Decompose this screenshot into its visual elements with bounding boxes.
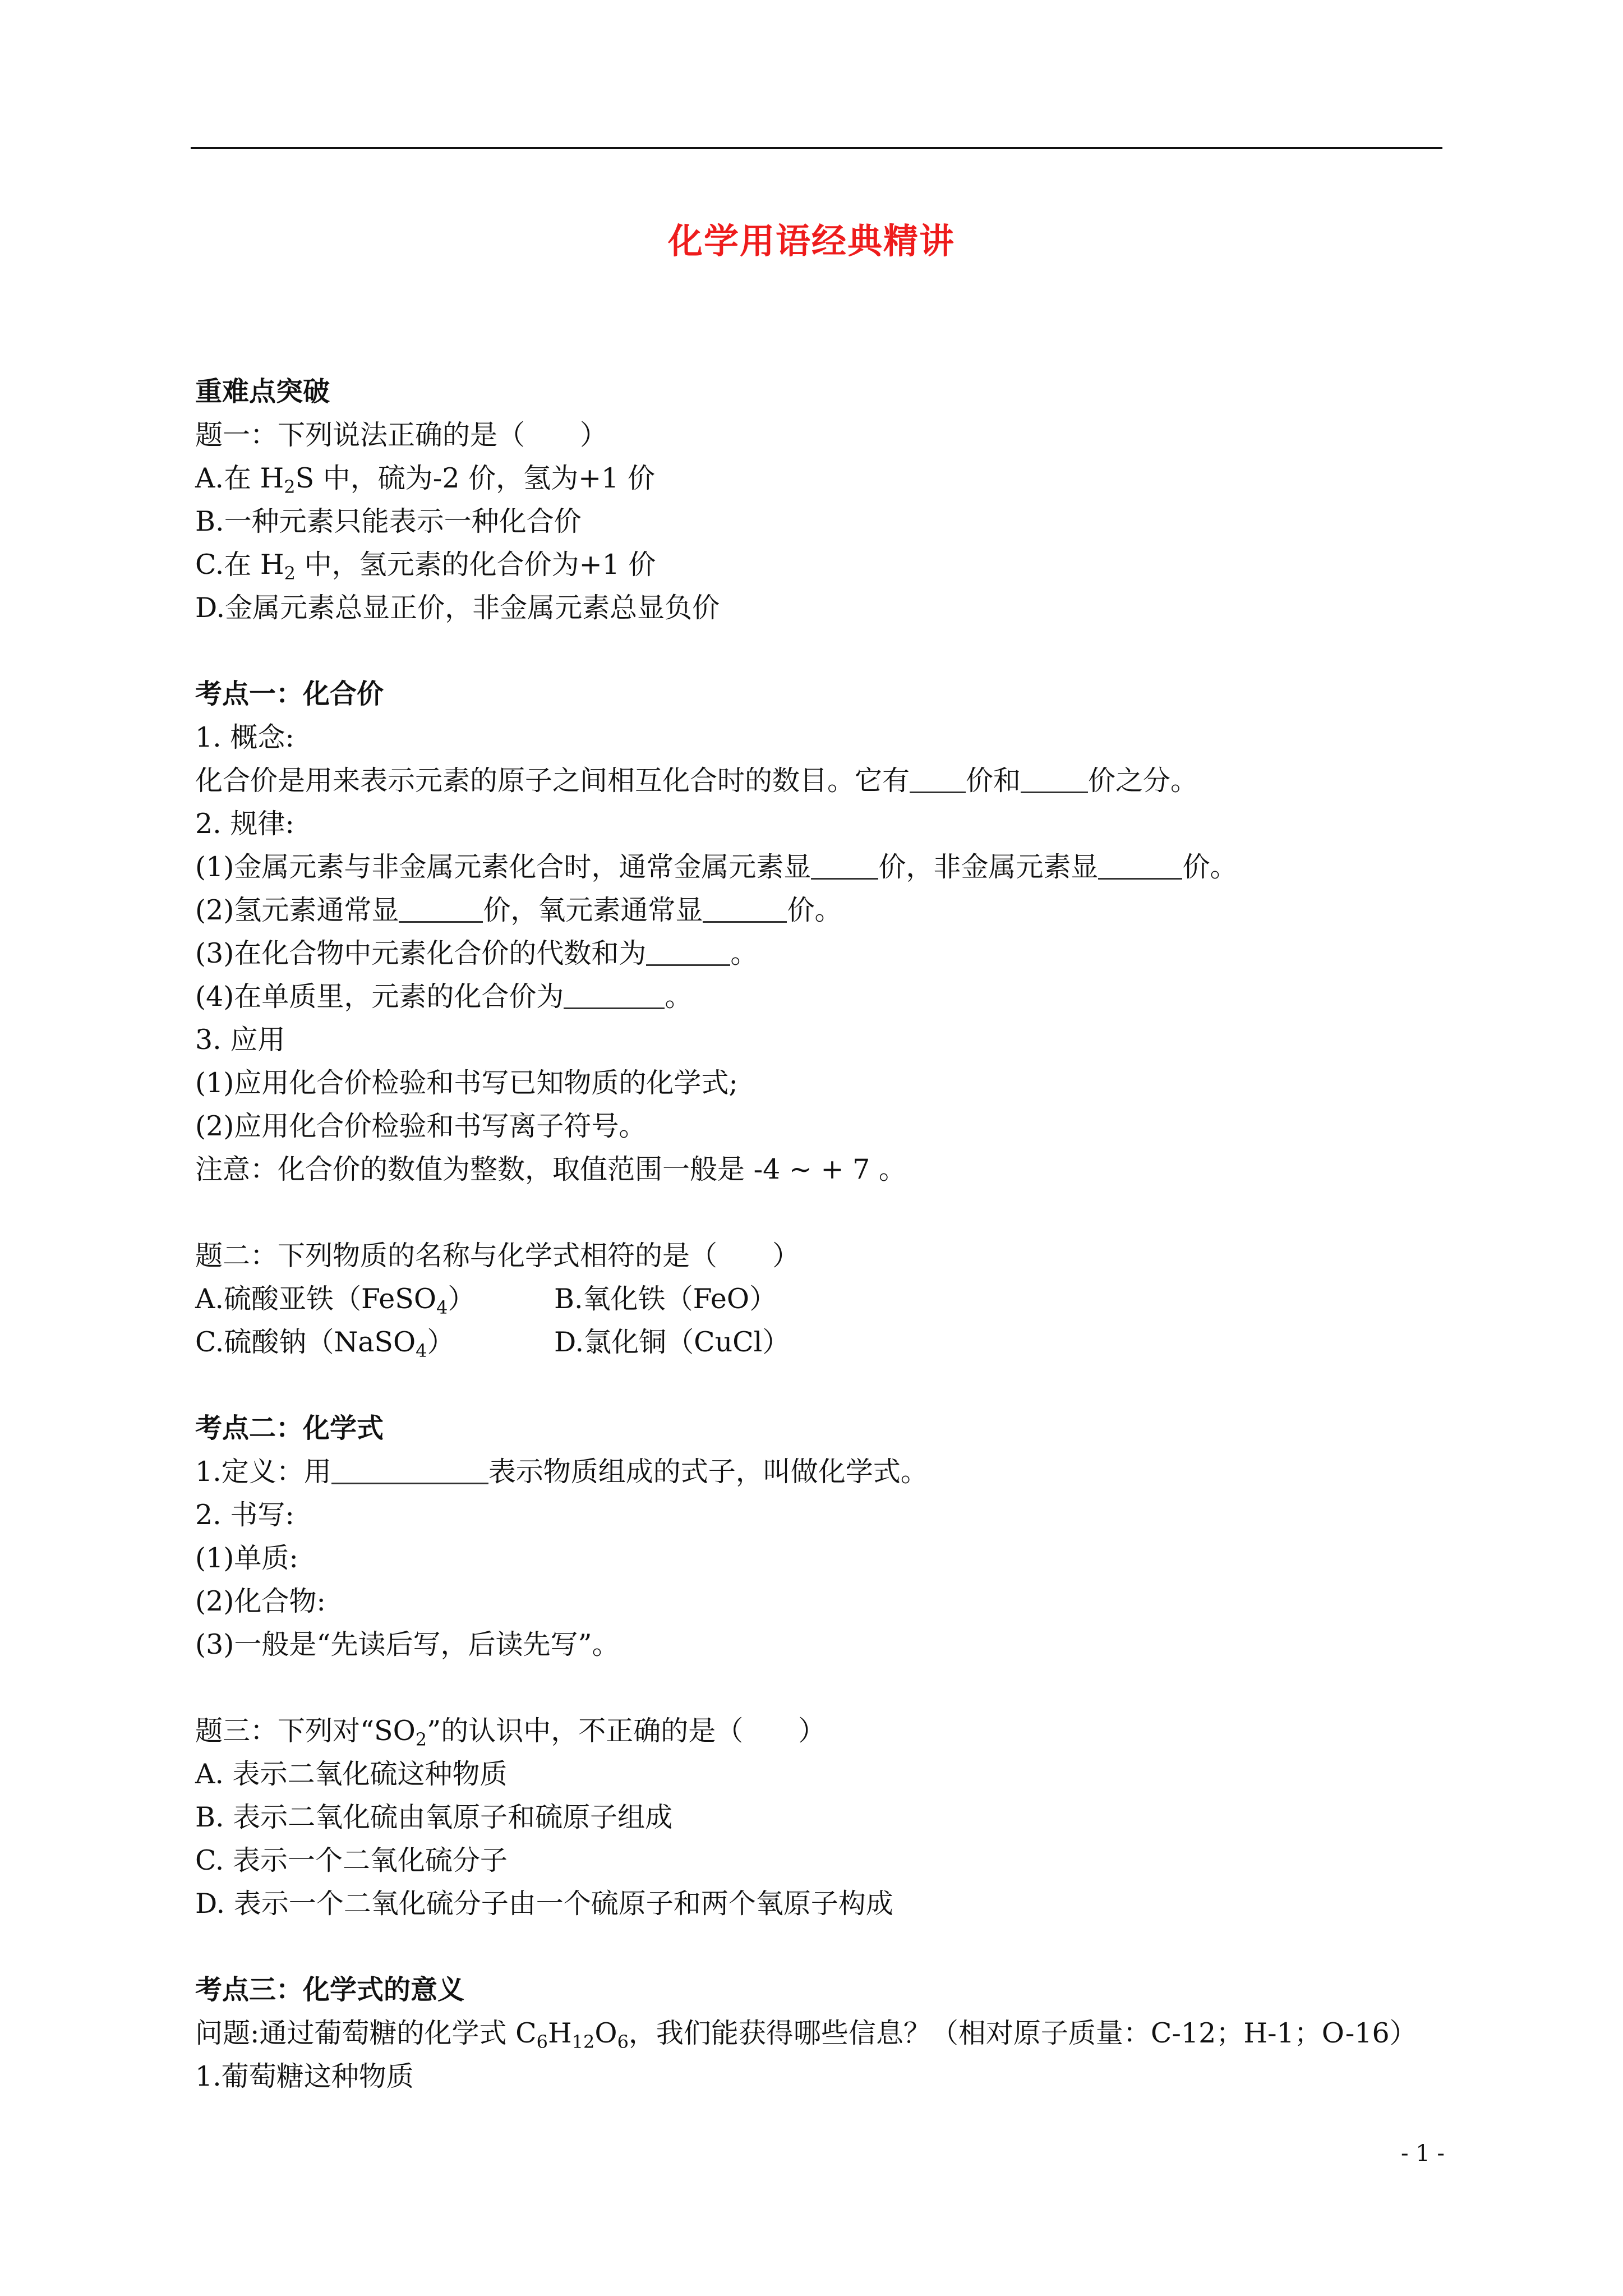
q2-option-c: C.硫酸钠（NaSO$_4$） (195, 1326, 455, 1361)
k2-write-2: (2)化合物: (195, 1585, 326, 1617)
section-heading-breakthrough: 重难点突破 (195, 376, 330, 407)
q2-options-row-1 (195, 1277, 1446, 1320)
q2-options-row-2 (195, 1320, 1446, 1364)
k3-question: 问题:通过葡萄糖的化学式 $C_6H_{12}O_6$，我们能获得哪些信息？（相对原子质量：C-12；H-1；O-16） (195, 2017, 1417, 2053)
q2-stem: 题二：下列物质的名称与化学式相符的是（ ） (195, 1240, 800, 1272)
q3-option-c: C. 表示一个二氧化硫分子 (195, 1844, 508, 1876)
k2-definition: 1.定义：用 表示物质组成的式子，叫做化学式。 (195, 1450, 1446, 1493)
blank[interactable] (399, 892, 483, 923)
blank[interactable] (703, 892, 787, 923)
q2-option-d: D.氯化铜（CuCl） (554, 1326, 790, 1358)
page-number: - 1 - (1401, 2141, 1445, 2166)
q3-stem: 题三：下列对“$SO_2$”的认识中，不正确的是（ ） (195, 1715, 826, 1750)
k1-application-1: (1)应用化合价检验和书写已知物质的化学式; (195, 1067, 738, 1099)
q1-option-a: A.在 $H_2S$ 中，硫为-2 价，氢为+1 价 (195, 462, 655, 498)
k1-rule-2: (2)氢元素通常显 价，氧元素通常显 价。 (195, 889, 1446, 932)
k1-rule-3: (3)在化合物中元素化合价的代数和为 。 (195, 932, 1446, 975)
blank[interactable] (910, 762, 966, 793)
q1-option-c: C.在 $H_2$ 中，氢元素的化合价为+1 价 (195, 549, 656, 584)
q3-option-a: A. 表示二氧化硫这种物质 (195, 1758, 508, 1790)
q1-option-b: B.一种元素只能表示一种化合价 (195, 505, 582, 537)
q3-option-d: D. 表示一个二氧化硫分子由一个硫原子和两个氧原子构成 (195, 1888, 893, 1920)
q1-stem: 题一：下列说法正确的是（ ） (195, 419, 608, 451)
section-heading-k2: 考点二：化学式 (195, 1412, 384, 1444)
k1-rule-1: (1)金属元素与非金属元素化合时，通常金属元素显 价，非金属元素显 价。 (195, 845, 1446, 889)
blank[interactable] (331, 1453, 488, 1484)
blank[interactable] (811, 849, 878, 880)
k1-note: 注意：化合价的数值为整数，取值范围一般是 -4 ~ + 7 。 (195, 1153, 906, 1185)
k1-application-2: (2)应用化合价检验和书写离子符号。 (195, 1110, 647, 1142)
k1-concept: 1. 概念: (195, 721, 294, 753)
k1-rule: 2. 规律: (195, 808, 294, 840)
k1-rule-4: (4)在单质里，元素的化合价为 。 (195, 975, 1446, 1018)
k1-definition: 化合价是用来表示元素的原子之间相互化合时的数目。它有 价和 价之分。 (195, 759, 1446, 802)
header-rule (191, 147, 1442, 149)
k3-item-1: 1.葡萄糖这种物质 (195, 2060, 414, 2092)
section-heading-k1: 考点一：化合价 (195, 678, 384, 710)
k2-write-3: (3)一般是“先读后写，后读先写”。 (195, 1628, 620, 1660)
section-heading-k3: 考点三：化学式的意义 (195, 1974, 465, 2005)
k2-write: 2. 书写: (195, 1499, 294, 1531)
q1-option-d: D.金属元素总显正价，非金属元素总显负价 (195, 592, 720, 624)
document-body (195, 370, 1446, 2098)
blank[interactable] (1098, 849, 1182, 880)
q2-option-a: A.硫酸亚铁（FeSO$_4$） (195, 1283, 476, 1318)
q2-option-b: B.氧化铁（FeO） (554, 1283, 777, 1315)
blank[interactable] (646, 935, 730, 966)
page-title: 化学用语经典精讲 (667, 220, 955, 261)
q3-option-b: B. 表示二氧化硫由氧原子和硫原子组成 (195, 1801, 673, 1833)
blank[interactable] (1021, 762, 1088, 793)
k1-application: 3. 应用 (195, 1024, 285, 1056)
blank[interactable] (564, 978, 665, 1009)
k2-write-1: (1)单质: (195, 1542, 298, 1574)
